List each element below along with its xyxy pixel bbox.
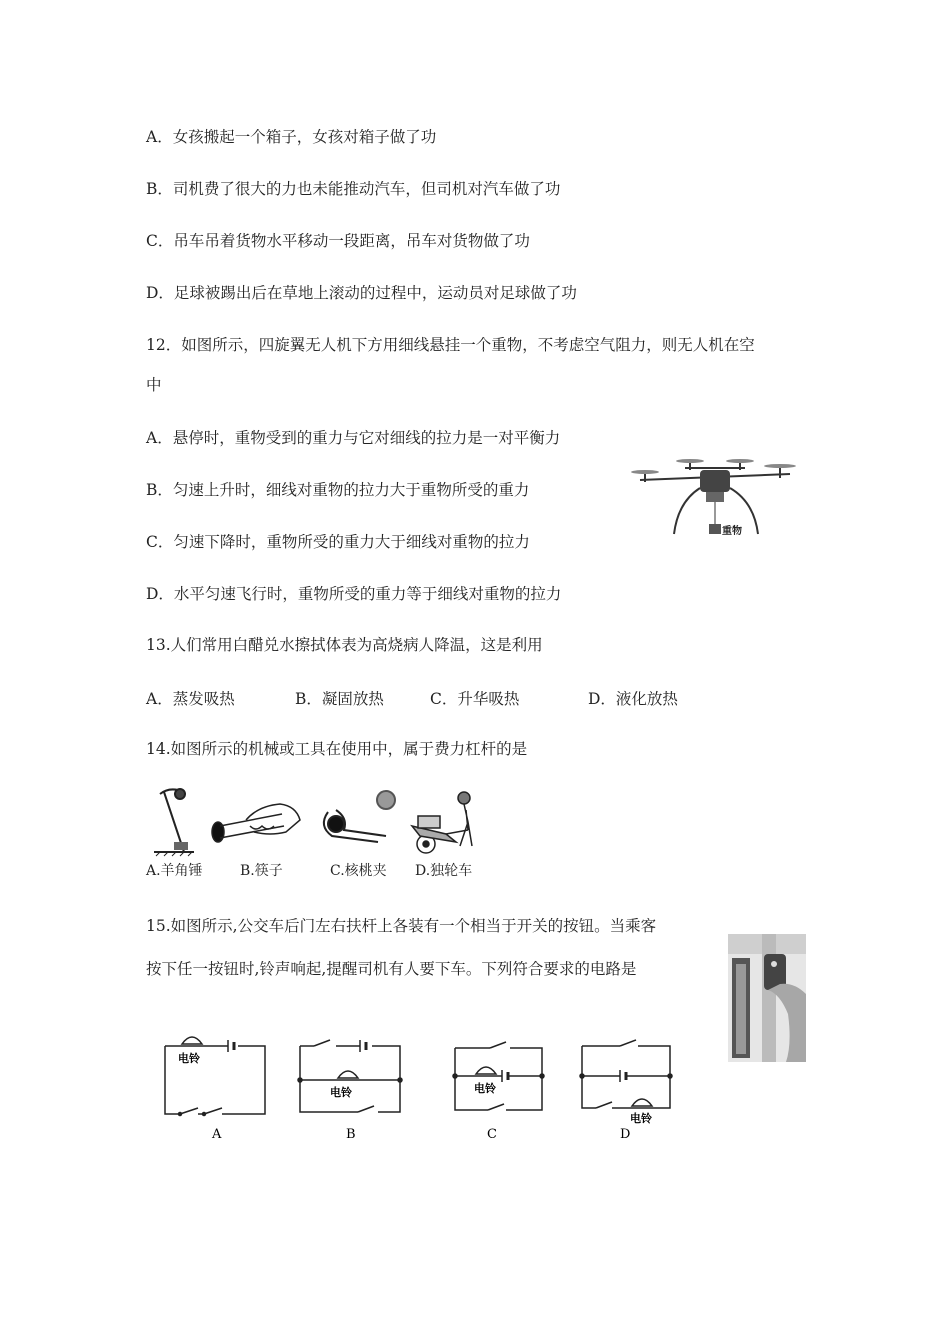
q15-stem-line2: 按下任一按钮时,铃声响起,提醒司机有人要下车。下列符合要求的电路是 bbox=[146, 960, 637, 978]
q13-option-a: A．蒸发吸热 bbox=[146, 690, 235, 708]
q12-option-a: A．悬停时，重物受到的重力与它对细线的拉力是一对平衡力 bbox=[146, 429, 561, 447]
circuit-c-bell-label: 电铃 bbox=[474, 1082, 496, 1095]
q11-option-a: A．女孩搬起一个箱子，女孩对箱子做了功 bbox=[146, 128, 437, 146]
q13-option-d: D．液化放热 bbox=[588, 690, 678, 708]
q12-option-c: C．匀速下降时，重物所受的重力大于细线对重物的拉力 bbox=[146, 533, 530, 551]
q15-stem-line1: 15.如图所示,公交车后门左右扶杆上各装有一个相当于开关的按钮。当乘客 bbox=[146, 917, 657, 935]
circuit-d-label: D bbox=[620, 1127, 631, 1142]
q12-stem-line1: 12．如图所示，四旋翼无人机下方用细线悬挂一个重物，不考虑空气阻力，则无人机在空 bbox=[146, 336, 755, 354]
circuit-a bbox=[165, 1037, 265, 1116]
q14-caption-d: D.独轮车 bbox=[415, 863, 473, 879]
q12-option-b: B．匀速上升时，细线对重物的拉力大于重物所受的重力 bbox=[146, 481, 530, 499]
q14-stem: 14.如图所示的机械或工具在使用中，属于费力杠杆的是 bbox=[146, 740, 528, 758]
drone-figure bbox=[630, 452, 800, 544]
weight-label: 重物 bbox=[722, 526, 742, 537]
q13-option-c: C．升华吸热 bbox=[430, 690, 520, 708]
circuit-b-bell-label: 电铃 bbox=[330, 1086, 352, 1099]
circuit-options-figure bbox=[160, 1030, 680, 1142]
lever-tools-figure bbox=[150, 786, 490, 860]
circuit-c-label: C bbox=[487, 1127, 497, 1142]
circuit-b bbox=[298, 1040, 402, 1112]
q11-option-b: B．司机费了很大的力也未能推动汽车，但司机对汽车做了功 bbox=[146, 180, 561, 198]
q14-caption-b: B.筷子 bbox=[240, 863, 283, 879]
circuit-b-label: B bbox=[346, 1127, 356, 1142]
q12-option-d: D．水平匀速飞行时，重物所受的重力等于细线对重物的拉力 bbox=[146, 585, 562, 603]
circuit-a-label: A bbox=[212, 1127, 222, 1142]
q11-option-d: D．足球被踢出后在草地上滚动的过程中，运动员对足球做了功 bbox=[146, 284, 577, 302]
bus-handrail-photo bbox=[728, 934, 806, 1062]
circuit-d bbox=[580, 1040, 672, 1108]
q14-caption-c: C.核桃夹 bbox=[330, 863, 387, 879]
circuit-a-bell-label: 电铃 bbox=[178, 1052, 200, 1065]
q12-stem-line2: 中 bbox=[146, 376, 162, 394]
q13-stem: 13.人们常用白醋兑水擦拭体表为高烧病人降温，这是利用 bbox=[146, 636, 543, 654]
circuit-d-bell-label: 电铃 bbox=[630, 1112, 652, 1125]
q11-option-c: C．吊车吊着货物水平移动一段距离，吊车对货物做了功 bbox=[146, 232, 530, 250]
q13-option-b: B．凝固放热 bbox=[295, 690, 384, 708]
circuit-c bbox=[453, 1042, 544, 1110]
q14-caption-a: A.羊角锤 bbox=[146, 863, 203, 879]
